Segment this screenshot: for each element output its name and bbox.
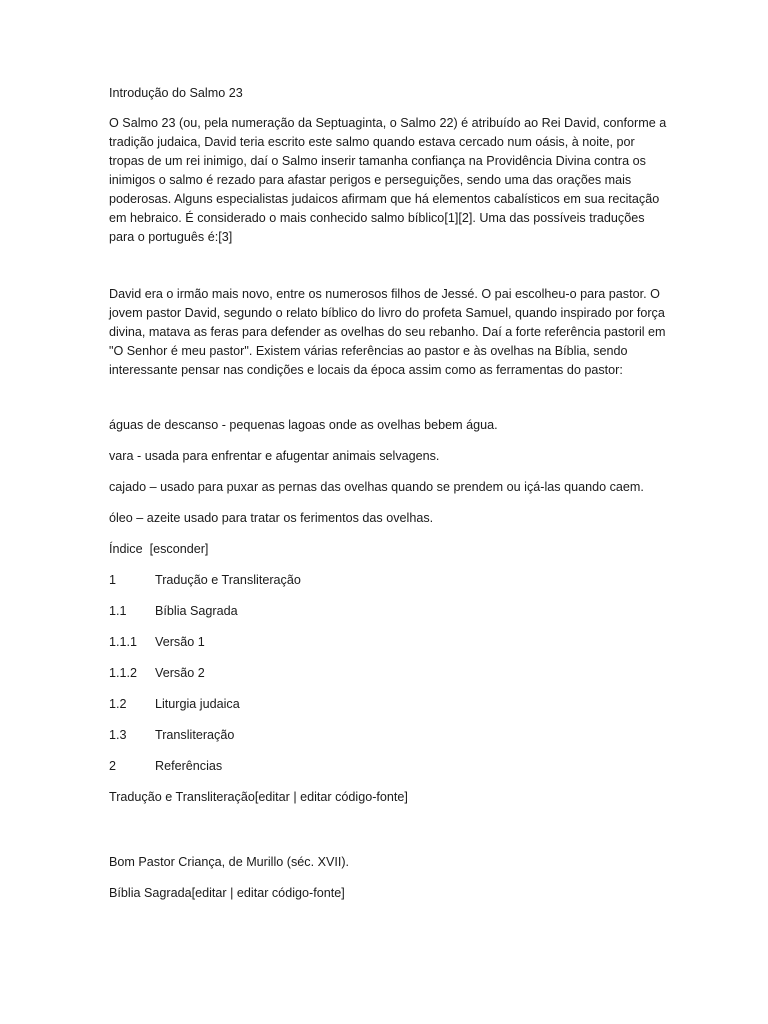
toc-entry-1[interactable] <box>109 571 669 590</box>
toc-number: 1.1 <box>109 604 127 618</box>
document-title: Introdução do Salmo 23 <box>109 86 243 100</box>
intro-paragraph: O Salmo 23 (ou, pela numeração da Septuaginta, o Salmo 22) é atribuído ao Rei David, conforme a tradição judaica, David teria escrito este salmo quando estava cercado num oásis, à noite, por tropas de um rei inimigo, daí o Salmo inserir tamanha confiança na Providência Divina contra os inimigos o salmo é rezado para afastar perigos e perseguições, sendo uma das orações mais poderosas. Alguns especialistas judaicos afirmam que há elementos cabalísticos em sua recitação em hebraico. É considerado o mais conhecido salmo bíblico[1][2]. Uma das possíveis traduções para o português é:[3] <box>109 116 667 244</box>
toc-label: Versão 2 <box>155 666 205 680</box>
toc-number: 2 <box>109 759 117 773</box>
toc-label: Transliteração <box>155 728 235 742</box>
toc-number: 1 <box>109 573 117 587</box>
toc-number: 1.1.1 <box>109 635 138 649</box>
spacer <box>109 819 669 853</box>
toc-entry-2[interactable] <box>109 757 669 776</box>
toc-entry-1-1-2[interactable] <box>109 664 669 683</box>
toc-label: Bíblia Sagrada <box>155 604 238 618</box>
toc-label: Referências <box>155 759 223 773</box>
toc-label: Versão 1 <box>155 635 205 649</box>
toc-label: Liturgia judaica <box>155 697 240 711</box>
document-page <box>109 84 669 915</box>
image-caption: Bom Pastor Criança, de Murillo (séc. XVII). <box>109 855 350 869</box>
david-paragraph: David era o irmão mais novo, entre os numerosos filhos de Jessé. O pai escolheu-o para pastor. O jovem pastor David, segundo o relato bíblico do livro do profeta Samuel, quando inspirado por força divina, matava as feras para defender as ovelhas do seu rebanho. Daí a forte referência pastoril em "O Senhor é meu pastor". Existem várias referências ao pastor e às ovelhas na Bíblia, sendo interessante pensar nas condições e locais da época assim como as ferramentas do pastor: <box>109 287 666 377</box>
toc-entry-1-2[interactable] <box>109 695 669 714</box>
tool-item-vara: vara - usada para enfrentar e afugentar animais selvagens. <box>109 449 440 463</box>
tool-item-aguas: águas de descanso - pequenas lagoas onde as ovelhas bebem água. <box>109 418 498 432</box>
toc-entry-1-1-1[interactable] <box>109 633 669 652</box>
toc-entry-1-1[interactable] <box>109 602 669 621</box>
toc-number: 1.1.2 <box>109 666 138 680</box>
section-heading-traducao: Tradução e Transliteração[editar | editar código-fonte] <box>109 790 408 804</box>
tool-item-oleo: óleo – azeite usado para tratar os ferimentos das ovelhas. <box>109 511 434 525</box>
spacer <box>109 380 669 416</box>
toc-number: 1.3 <box>109 728 127 742</box>
tool-item-cajado: cajado – usado para puxar as pernas das ovelhas quando se prendem ou içá-las quando caem. <box>109 480 644 494</box>
toc-number: 1.2 <box>109 697 127 711</box>
toc-label: Tradução e Transliteração <box>155 573 301 587</box>
toc-entry-1-3[interactable] <box>109 726 669 745</box>
spacer <box>109 247 669 285</box>
section-heading-biblia: Bíblia Sagrada[editar | editar código-fonte] <box>109 886 345 900</box>
toc-heading: Índice [esconder] <box>109 542 209 556</box>
